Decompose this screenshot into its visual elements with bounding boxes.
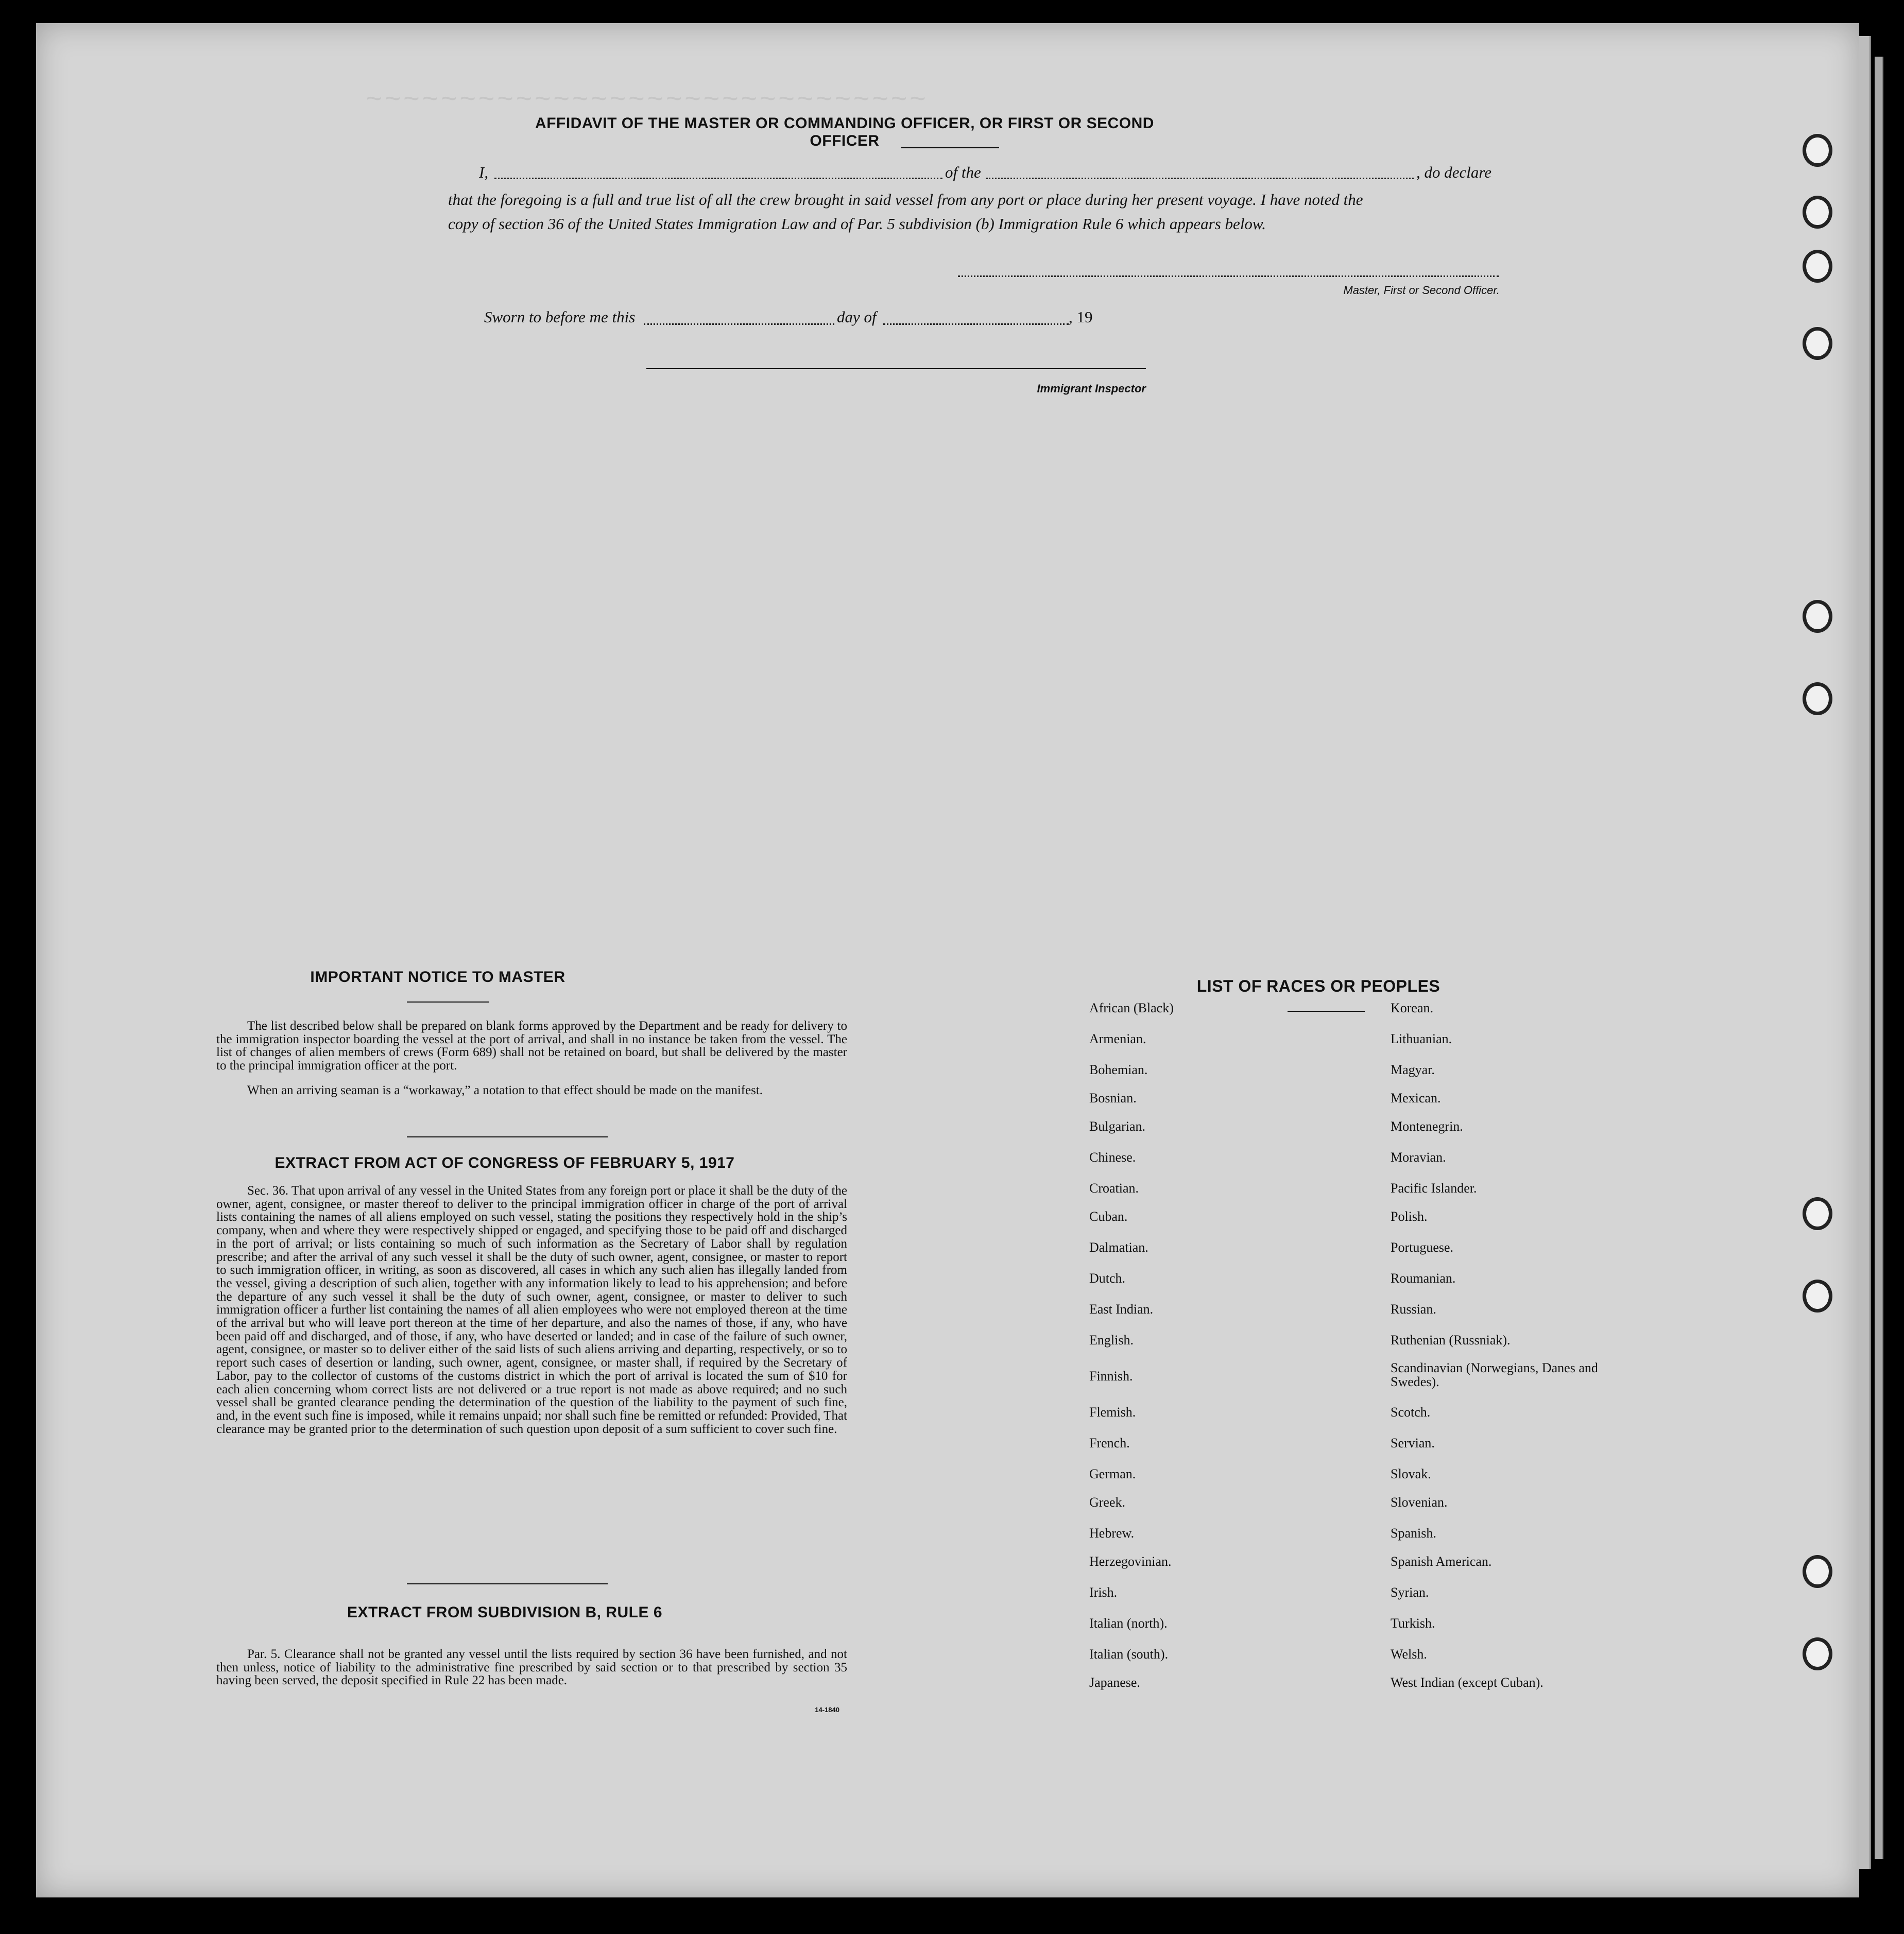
notice-heading: IMPORTANT NOTICE TO MASTER [310,969,565,986]
notice-paragraph-2: When an arriving seaman is a “workaway,” a notation to that effect should be made on the manifest. [247,1083,763,1097]
race-right-14: Scotch. [1391,1405,1431,1420]
race-left-1: African (Black) [1089,1000,1174,1015]
race-left-7: Croatian. [1089,1181,1139,1196]
race-left-19: Herzegovinian. [1089,1554,1172,1569]
race-left-17: Greek. [1089,1495,1126,1510]
notice-divider [407,1136,608,1137]
extract-act-divider [407,1583,608,1584]
race-left-8: Cuban. [1089,1209,1128,1224]
race-left-9: Dalmatian. [1089,1240,1148,1255]
race-left-4: Bosnian. [1089,1091,1137,1106]
master-signature-field[interactable] [958,275,1499,277]
race-left-23: Japanese. [1089,1675,1140,1690]
day-of-label: day of [837,308,877,326]
binder-hole-5 [1803,600,1832,633]
race-right-4: Mexican. [1391,1091,1441,1106]
race-left-5: Bulgarian. [1089,1119,1146,1134]
notice-paragraph-1: The list described below shall be prepared on blank forms approved by the Department and be ready for delivery to the immigration inspector boarding the vessel at the port of arrival, and shall in no instance be taken from the vessel. The list of changes of alien members of crews (Form 689) shall not be retained on board, but shall be delivered by the master to the principal immigration officer at the port. [216,1019,847,1073]
race-left-11: East Indian. [1089,1302,1154,1317]
race-right-21: Turkish. [1391,1616,1435,1631]
master-signature-label: Master, First or Second Officer. [1343,284,1500,297]
page-edge-back [1875,57,1883,1859]
race-right-20: Syrian. [1391,1585,1429,1600]
inspector-label: Immigrant Inspector [1037,382,1146,395]
vessel-name-field[interactable] [986,178,1414,179]
race-left-20: Irish. [1089,1585,1118,1600]
binder-hole-4 [1803,327,1832,360]
binder-hole-2 [1803,196,1832,229]
race-left-3: Bohemian. [1089,1062,1148,1077]
binder-hole-7 [1803,1197,1832,1230]
affidavit-line-2: that the foregoing is a full and true list of all the crew brought in said vessel from any port or place during her present voyage. I have noted the [448,191,1363,209]
race-left-15: French. [1089,1436,1130,1451]
affidavit-declare-label: , do declare [1416,163,1492,181]
race-right-6: Moravian. [1391,1150,1446,1165]
race-left-12: English. [1089,1333,1134,1348]
race-left-21: Italian (north). [1089,1616,1168,1631]
binder-hole-9 [1803,1555,1832,1588]
race-right-2: Lithuanian. [1391,1031,1452,1046]
affidavit-line-3: copy of section 36 of the United States Immigration Law and of Par. 5 subdivision (b) Immigration Rule 6 which appears below. [448,215,1266,233]
race-right-15: Servian. [1391,1436,1435,1451]
master-name-field[interactable] [494,178,942,179]
race-left-6: Chinese. [1089,1150,1136,1165]
race-left-16: German. [1089,1466,1136,1481]
page-edge [1859,36,1871,1869]
affidavit-i-label: I, [479,163,489,181]
extract-rule-heading: EXTRACT FROM SUBDIVISION B, RULE 6 [347,1604,663,1621]
race-left-14: Flemish. [1089,1405,1136,1420]
affidavit-heading-rule [901,147,999,148]
sworn-label: Sworn to before me this [484,308,636,326]
races-heading: LIST OF RACES OR PEOPLES [1196,977,1440,995]
binder-hole-10 [1803,1637,1832,1670]
binder-hole-1 [1803,134,1832,167]
race-right-12: Ruthenian (Russniak). [1391,1333,1511,1348]
binder-hole-8 [1803,1280,1832,1313]
extract-rule-text: Par. 5. Clearance shall not be granted any vessel until the lists required by section 36 have been furnished, and not then unless, notice of liability to the administrative fine prescribed by said section or to that prescribed by section 35 having been served, the deposit specified in Rule 22 has been made. [216,1647,847,1688]
binder-hole-6 [1803,682,1832,715]
extract-act-heading: EXTRACT FROM ACT OF CONGRESS OF FEBRUARY 5, 1917 [275,1154,735,1171]
race-left-22: Italian (south). [1089,1647,1169,1662]
race-right-19: Spanish American. [1391,1554,1492,1569]
race-right-16: Slovak. [1391,1466,1431,1481]
affidavit-heading: AFFIDAVIT OF THE MASTER OR COMMANDING OFFICER, OR FIRST OR SECOND OFFICER [535,115,1154,149]
race-right-18: Spanish. [1391,1526,1436,1541]
bleed-through-title: ~~~~~~~~~~~~~~~~~~~~~~~~~~~~~~ [366,85,929,116]
race-right-10: Roumanian. [1391,1271,1456,1286]
race-right-7: Pacific Islander. [1391,1181,1477,1196]
race-right-13: Scandinavian (Norwegians, Danes and Swedes). [1391,1360,1598,1389]
race-right-1: Korean. [1391,1000,1434,1015]
race-left-2: Armenian. [1089,1031,1146,1046]
year-label: , 19 [1069,308,1093,326]
form-number: 14-1840 [815,1706,839,1714]
race-right-5: Montenegrin. [1391,1119,1463,1134]
race-left-10: Dutch. [1089,1271,1126,1286]
inspector-signature-field[interactable] [646,368,1146,369]
manifest-page [36,23,1859,1897]
extract-act-text: Sec. 36. That upon arrival of any vessel in the United States from any foreign port or place it shall be the duty of the owner, agent, consignee, or master thereof to deliver to the principal immigration officer in charge of the port of arrival lists containing the names of all aliens employed on such vessel, stating the positions they respectively hold in the ship’s company, when and where they were respectively shipped or engaged, and specifying those to be paid off and discharged in the port of arrival; or lists containing so much of such information as the Secretary of Labor shall by regulation prescribe; and after the arrival of any such vessel it shall be the duty of such owner, agent, consignee, or master to report to such immigration officer, in writing, as soon as discovered, all cases in which any such alien has illegally landed from the vessel, giving a description of such alien, together with any information likely to lead to his apprehension; and before the departure of any such vessel it shall be the duty of such owner, agent, consignee, or master to deliver to such immigration officer a further list containing the names of all alien employees who were not employed thereon at the time of the arrival but who will leave port thereon at the time of her departure, and also the names of those, if any, who have been paid off and discharged, and of those, if any, who have deserted or landed; and in case of the failure of such owner, agent, consignee, or master so to deliver either of the said lists of such aliens arriving and departing, respectively, or so to report such cases of desertion or landing, such owner, agent, consignee, or master shall, if required by the Secretary of Labor, pay to the collector of customs of the customs district in which the port of arrival is located the sum of $10 for each alien concerning whom correct lists are not delivered or a true report is not made as above required; and no such vessel shall be granted clearance pending the determination of the question of the liability to the payment of such fine, and, in the event such fine is imposed, while it remains unpaid; nor shall such fine be remitted or refunded: Provided, That clearance may be granted prior to the determination of such question upon deposit of a sum sufficient to cover such fine. [216,1184,847,1436]
sworn-day-field[interactable] [644,323,834,325]
race-right-23: West Indian (except Cuban). [1391,1675,1543,1690]
race-left-13: Finnish. [1089,1369,1133,1384]
sworn-month-field[interactable] [883,323,1069,325]
race-right-22: Welsh. [1391,1647,1427,1662]
binder-hole-3 [1803,250,1832,283]
race-right-9: Portuguese. [1391,1240,1454,1255]
races-heading-rule [1288,1011,1365,1012]
race-left-18: Hebrew. [1089,1526,1135,1541]
race-right-11: Russian. [1391,1302,1436,1317]
race-right-8: Polish. [1391,1209,1428,1224]
notice-heading-rule [407,1001,489,1003]
race-right-3: Magyar. [1391,1062,1435,1077]
race-right-17: Slovenian. [1391,1495,1448,1510]
affidavit-of-the-label: of the [945,163,981,181]
